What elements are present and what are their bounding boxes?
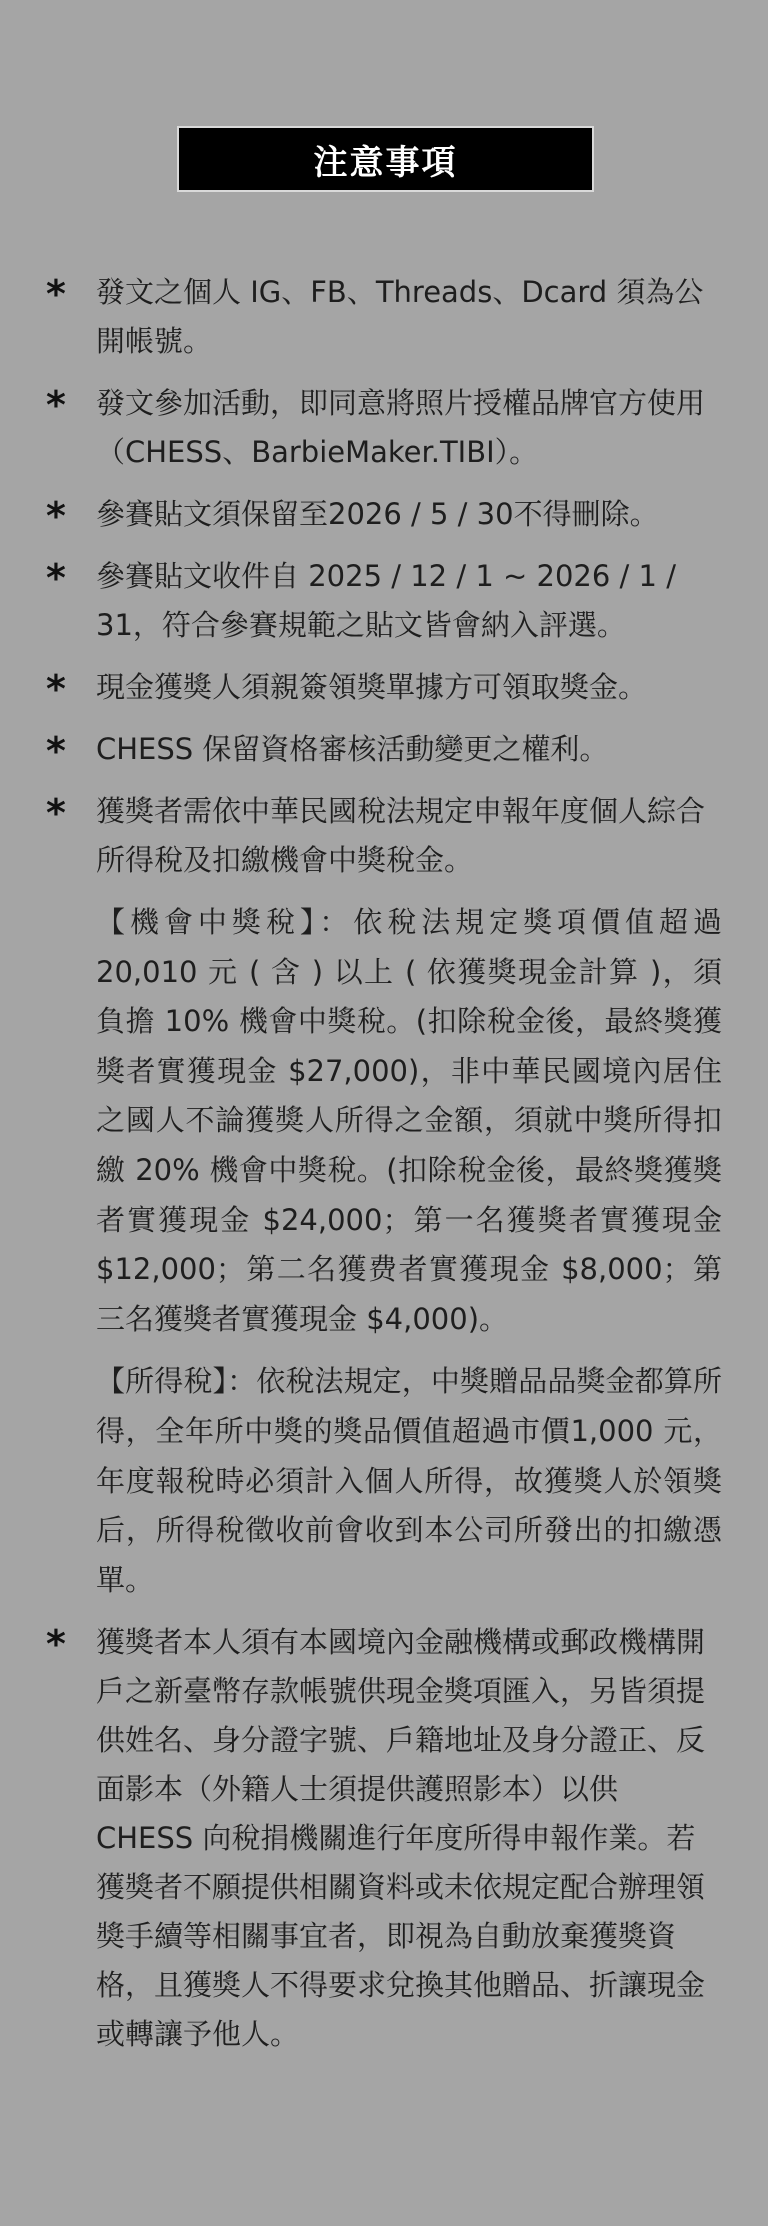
page-title: 注意事項 [313,142,458,183]
title-banner [177,126,594,192]
income-tax-paragraph: 【所得稅】：依稅法規定，中獎贈品品獎金都算所得，全年所中獎的獎品價值超過市價1,000 元，年度報稅時必須計入個人所得，故獲獎人於領獎后，所得稅徵收前會收到本公司所發出的扣繳憑單。 [96,1364,722,1597]
notice-item-text: CHESS 保留資格審核活動變更之權利。 [96,732,609,766]
notice-item-text: 發文之個人 IG、FB、Threads、Dcard 須為公開帳號。 [96,275,704,358]
notice-item-text: 獲獎者需依中華民國稅法規定申報年度個人綜合所得稅及扣繳機會中獎稅金。 [96,794,706,877]
notice-item [46,1618,722,2059]
asterisk-bullet-icon: * [46,494,66,538]
notice-item-text: 現金獲獎人須親簽領獎單據方可領取獎金。 [96,670,648,704]
asterisk-bullet-icon: * [46,272,66,316]
notice-item-text: 參賽貼文收件自 2025 / 12 / 1 ~ 2026 / 1 / 31，符合參賽規範之貼文皆會納入評選。 [96,559,676,642]
notice-item [46,490,722,539]
notice-item [46,552,722,650]
notice-item-text: 發文參加活動，即同意將照片授權品牌官方使用（CHESS、BarbieMaker.TIBI）。 [96,386,706,469]
notice-item [46,268,722,366]
notice-item-text: 獲獎者本人須有本國境內金融機構或郵政機構開戶之新臺幣存款帳號供現金獎項匯入，另皆須提供姓名、身分證字號、戶籍地址及身分證正、反面影本（外籍人士須提供護照影本）以供 CHESS 向稅捐機關進行年度所得申報作業。若獲獎者不願提供相關資料或未依規定配合辦理領獎手續等相關事宜者，即視為自動放棄獲獎資格，且獲獎人不得要求兌換其他贈品、折讓現金或轉讓予他人。 [96,1625,706,2052]
notice-list [46,268,722,2072]
notice-item [46,725,722,774]
asterisk-bullet-icon: * [46,383,66,427]
asterisk-bullet-icon: * [46,729,66,773]
notice-item [46,787,722,885]
asterisk-bullet-icon: * [46,791,66,835]
notice-item-text: 參賽貼文須保留至2026 / 5 / 30不得刪除。 [96,497,659,531]
notice-item [46,663,722,712]
notice-item [46,379,722,477]
asterisk-bullet-icon: * [46,1622,66,1667]
asterisk-bullet-icon: * [46,667,66,711]
lottery-tax-paragraph: 【機會中獎稅】：依稅法規定獎項價值超過20,010 元 ( 含 ) 以上 ( 依獲獎現金計算 )，須負擔 10% 機會中獎稅。(扣除稅金後，最終獎獲獎者實獲現金 $27,000)，非中華民國境內居住之國人不論獲獎人所得之金額，須就中獎所得扣繳 20% 機會中獎稅。(扣除稅金後，最終獎獲獎者實獲現金 $24,000；第一名獲獎者實獲現金 $12,000；第二名獲费者實獲現金 $8,000；第三名獲獎者實獲現金 $4,000)。 [96,905,722,1336]
asterisk-bullet-icon: * [46,556,66,600]
